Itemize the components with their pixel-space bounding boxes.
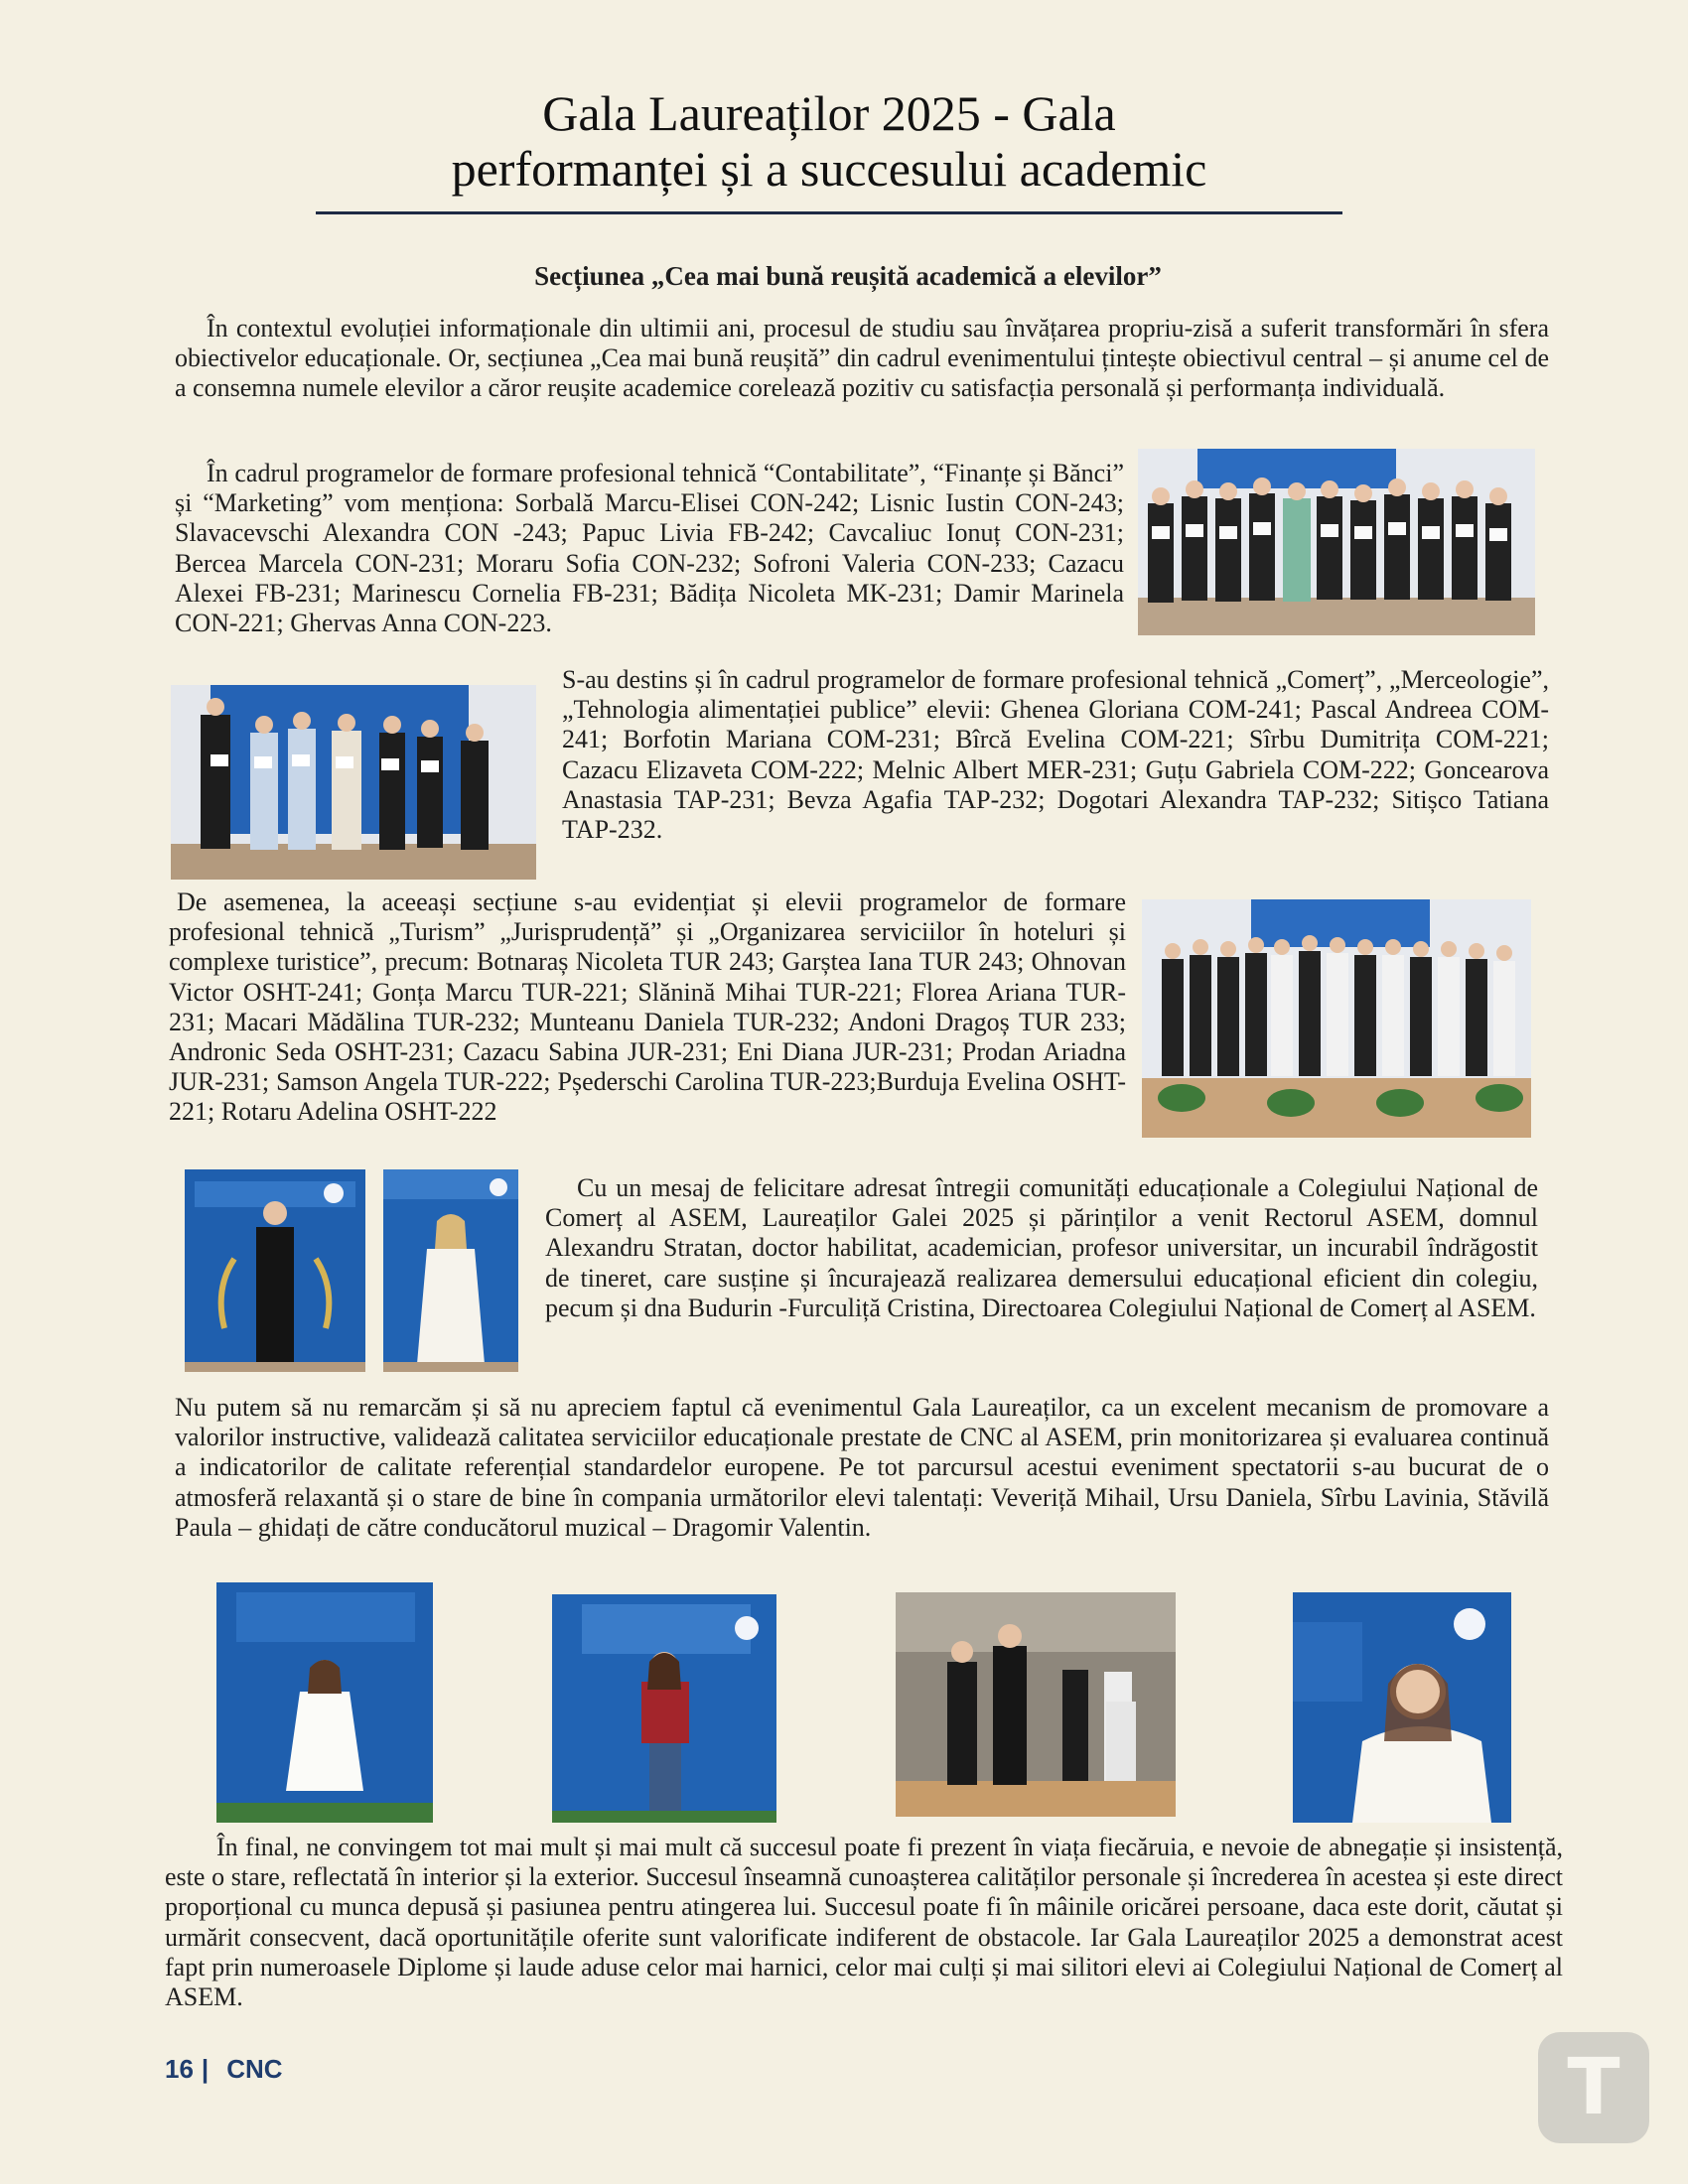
photo-rector-speech: [185, 1169, 365, 1372]
title-divider: [316, 211, 1342, 214]
t-logo-icon[interactable]: [1538, 2032, 1649, 2143]
section-heading: Secțiunea „Cea mai bună reușită academică a elevilor”: [534, 261, 1162, 291]
group-photo-commerce: [171, 685, 536, 880]
publication-name: CNC: [226, 2054, 283, 2084]
rector-paragraph: Cu un mesaj de felicitare adresat întregii comunități educaționale a Colegiului Național de Comerț al ASEM, Laureaților Galei 2025 și părinților a venit Rectorul ASEM, domnul Alexandru Stratan, doctor habilitat, academician, profesor universitar, un incurabil îndrăgostit de tineret, care susține și încurajează realizarea demersului educațional eficient din colegiu, pecum și dna Budurin -Furculiță Cristina, Directoarea Colegiului Național de Comerț al ASEM.: [545, 1173, 1538, 1322]
intro-paragraph: În contextul evoluției informaționale din ultimii ani, procesul de studiu sau învățarea propriu-zisă a suferit transformări în sfera obiectivelor educaționale. Or, secțiunea „Cea mai bună reușită” din cadrul evenimentului țintește obiectivul central – și anume cel de a consemna numele elevilor a căror reușite academice corelează pozitiv cu satisfacția personală și performanța individuală.: [175, 314, 1549, 403]
footer-separator: |: [201, 2054, 210, 2084]
group-photo-tourism: [1142, 899, 1531, 1138]
tourism-paragraph: De asemenea, la aceeași secțiune s-au evidențiat și elevii programelor de formare profesional tehnică „Turism” „Jurisprudență” și „Organizarea serviciilor în hoteluri și complexe turistice”, precum: Botnaraș Nicoleta TUR 243; Garștea Iana TUR 243; Ohnovan Victor OSHT-241; Gonța Marcu TUR-221; Slănină Mihai TUR-221; Florea Ariana TUR-231; Macari Mădălina TUR-232; Munteanu Daniela TUR-232; Andoni Dragoș TUR 233; Andronic Seda OSHT-231; Cazacu Sabina JUR-231; Eni Diana JUR-231; Prodan Ariadna JUR-231; Samson Angela TUR-222; Pșederschi Carolina TUR-223;Burduja Evelina OSHT-221; Rotaru Adelina OSHT-222: [169, 887, 1126, 1127]
photo-duet-stage: [896, 1592, 1176, 1817]
title-line-2: performanței și a succesului academic: [451, 141, 1207, 197]
mechanism-paragraph: Nu putem să nu remarcăm și să nu apreciem faptul că evenimentul Gala Laureaților, ca un excelent mecanism de promovare a valorilor instructive, validează calitatea serviciilor educaționale prestate de CNC al ASEM, prin monitorizarea și evaluarea continuă a indicatorilor de calitate referențial standardelor europene. Pe tot parcursul acestui eveniment spectatorii s-au bucurat de o atmosferă relaxantă și o stare de bine în compania următorilor elevi talentați: Veveriță Mihail, Ursu Daniela, Sîrbu Lavinia, Stăvilă Paula – ghidați de către conducătorul muzical – Dragomir Valentin.: [175, 1393, 1549, 1542]
page-number: 16: [165, 2054, 194, 2084]
commerce-paragraph: S-au destins și în cadrul programelor de formare profesional tehnică „Comerț”, „Merceologie”, „Tehnologia alimentației publice” elevii: Ghenea Gloriana COM-241; Pascal Andreea COM-241; Borfotin Mariana COM-231; Bîrcă Evelina COM-221; Sîrbu Dumitrița COM-221; Cazacu Elizaveta COM-222; Melnic Albert MER-231; Guțu Gabriela COM-222; Goncearova Anastasia TAP-231; Bevza Agafia TAP-232; Dogotari Alexandra TAP-232; Sitișco Tatiana TAP-232.: [562, 665, 1549, 845]
photo-singer-red-jacket: [552, 1594, 776, 1823]
title-line-1: Gala Laureaților 2025 - Gala: [542, 85, 1116, 141]
page-title: [199, 85, 1460, 197]
photo-director-speech: [383, 1169, 518, 1372]
page-footer: [165, 2054, 283, 2085]
photo-singer-white-dress: [216, 1582, 433, 1823]
t-logo-letter: T: [1567, 2043, 1620, 2132]
finance-paragraph: În cadrul programelor de formare profesional tehnică “Contabilitate”, “Finanțe și Bănci” și “Marketing” vom menționa: Sorbală Marcu-Elisei CON-242; Lisnic Iustin CON-243; Slavacevschi Alexandra CON -243; Papuc Livia FB-242; Cavcaliuc Ionuț CON-231; Bercea Marcela CON-231; Moraru Sofia CON-232; Sofroni Valeria CON-233; Cazacu Alexei FB-231; Marinescu Cornelia FB-231; Bădița Nicoleta MK-231; Damir Marinela CON-221; Ghervas Anna CON-223.: [175, 459, 1124, 638]
photo-singer-close-up: [1293, 1592, 1511, 1823]
final-paragraph: În final, ne convingem tot mai mult și mai mult că succesul poate fi prezent în viața fiecăruia, e nevoie de abnegație și insistență, este o stare, reflectată în interior și la exterior. Succesul înseamnă cunoașterea calităților personale și încrederea în acestea și este direct proporțional cu munca depusă și pasiunea pentru atingerea lui. Succesul poate fi în mâinile oricărei persoane, daca este dorit, căutat și urmărit consecvent, dacă oportunitățile oferite sunt valorificate indiferent de obstacole. Iar Gala Laureaților 2025 a demonstrat acest fapt prin numeroasele Diplome și laude aduse celor mai harnici, celor mai culți și mai silitori elevi ai Colegiului Național de Comerț al ASEM.: [165, 1833, 1563, 2012]
group-photo-finance: [1138, 449, 1535, 635]
